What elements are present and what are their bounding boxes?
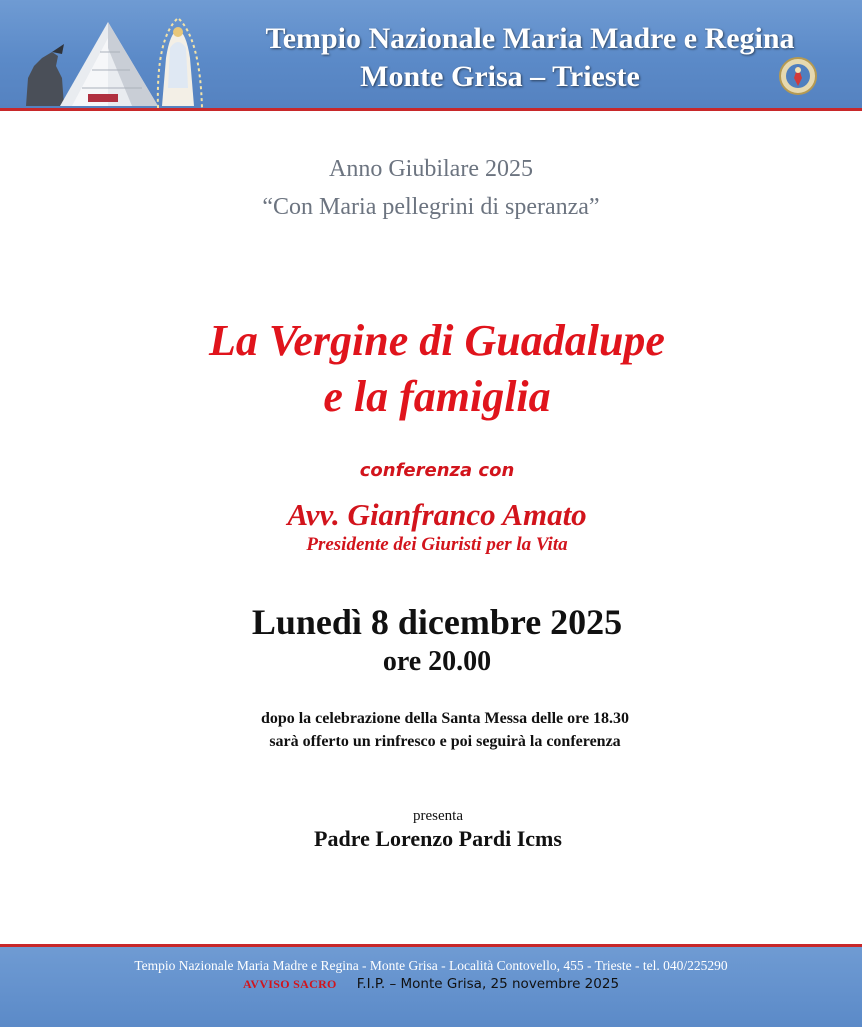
jubilee-year: Anno Giubilare 2025	[329, 156, 533, 182]
event-note-line1: dopo la celebrazione della Santa Messa delle ore 18.30	[260, 710, 630, 727]
speaker-role: Presidente dei Giuristi per la Vita	[306, 534, 568, 555]
footer-notice-line	[0, 975, 862, 993]
event-date: Lunedì 8 dicembre 2025	[251, 602, 623, 642]
presents-label: presenta	[413, 808, 463, 824]
fip-line: F.I.P. – Monte Grisa, 25 novembre 2025	[356, 976, 620, 992]
event-title-line2: e la famiglia	[323, 372, 551, 421]
event-time: ore 20.00	[382, 646, 492, 677]
presenter-name: Padre Lorenzo Pardi Icms	[314, 826, 562, 851]
conference-with-label: conferenza con	[359, 460, 515, 481]
event-note-line2: sarà offerto un rinfresco e poi seguirà la conferenza	[269, 733, 621, 750]
header-subtitle: Monte Grisa – Trieste	[360, 60, 640, 93]
speaker-name: Avv. Gianfranco Amato	[287, 497, 587, 532]
footer-address: Tempio Nazionale Maria Madre e Regina - Monte Grisa - Località Contovello, 455 - Trieste - tel. 040/225290	[134, 958, 728, 973]
jubilee-motto: “Con Maria pellegrini di speranza”	[262, 194, 600, 220]
header-banner	[0, 0, 862, 111]
header-title: Tempio Nazionale Maria Madre e Regina	[265, 22, 795, 55]
event-title-line1: La Vergine di Guadalupe	[209, 316, 665, 365]
jubilee-emblem-icon	[778, 56, 818, 96]
footer-banner	[0, 944, 862, 1027]
sacred-notice-label: AVVISO SACRO	[242, 977, 337, 991]
